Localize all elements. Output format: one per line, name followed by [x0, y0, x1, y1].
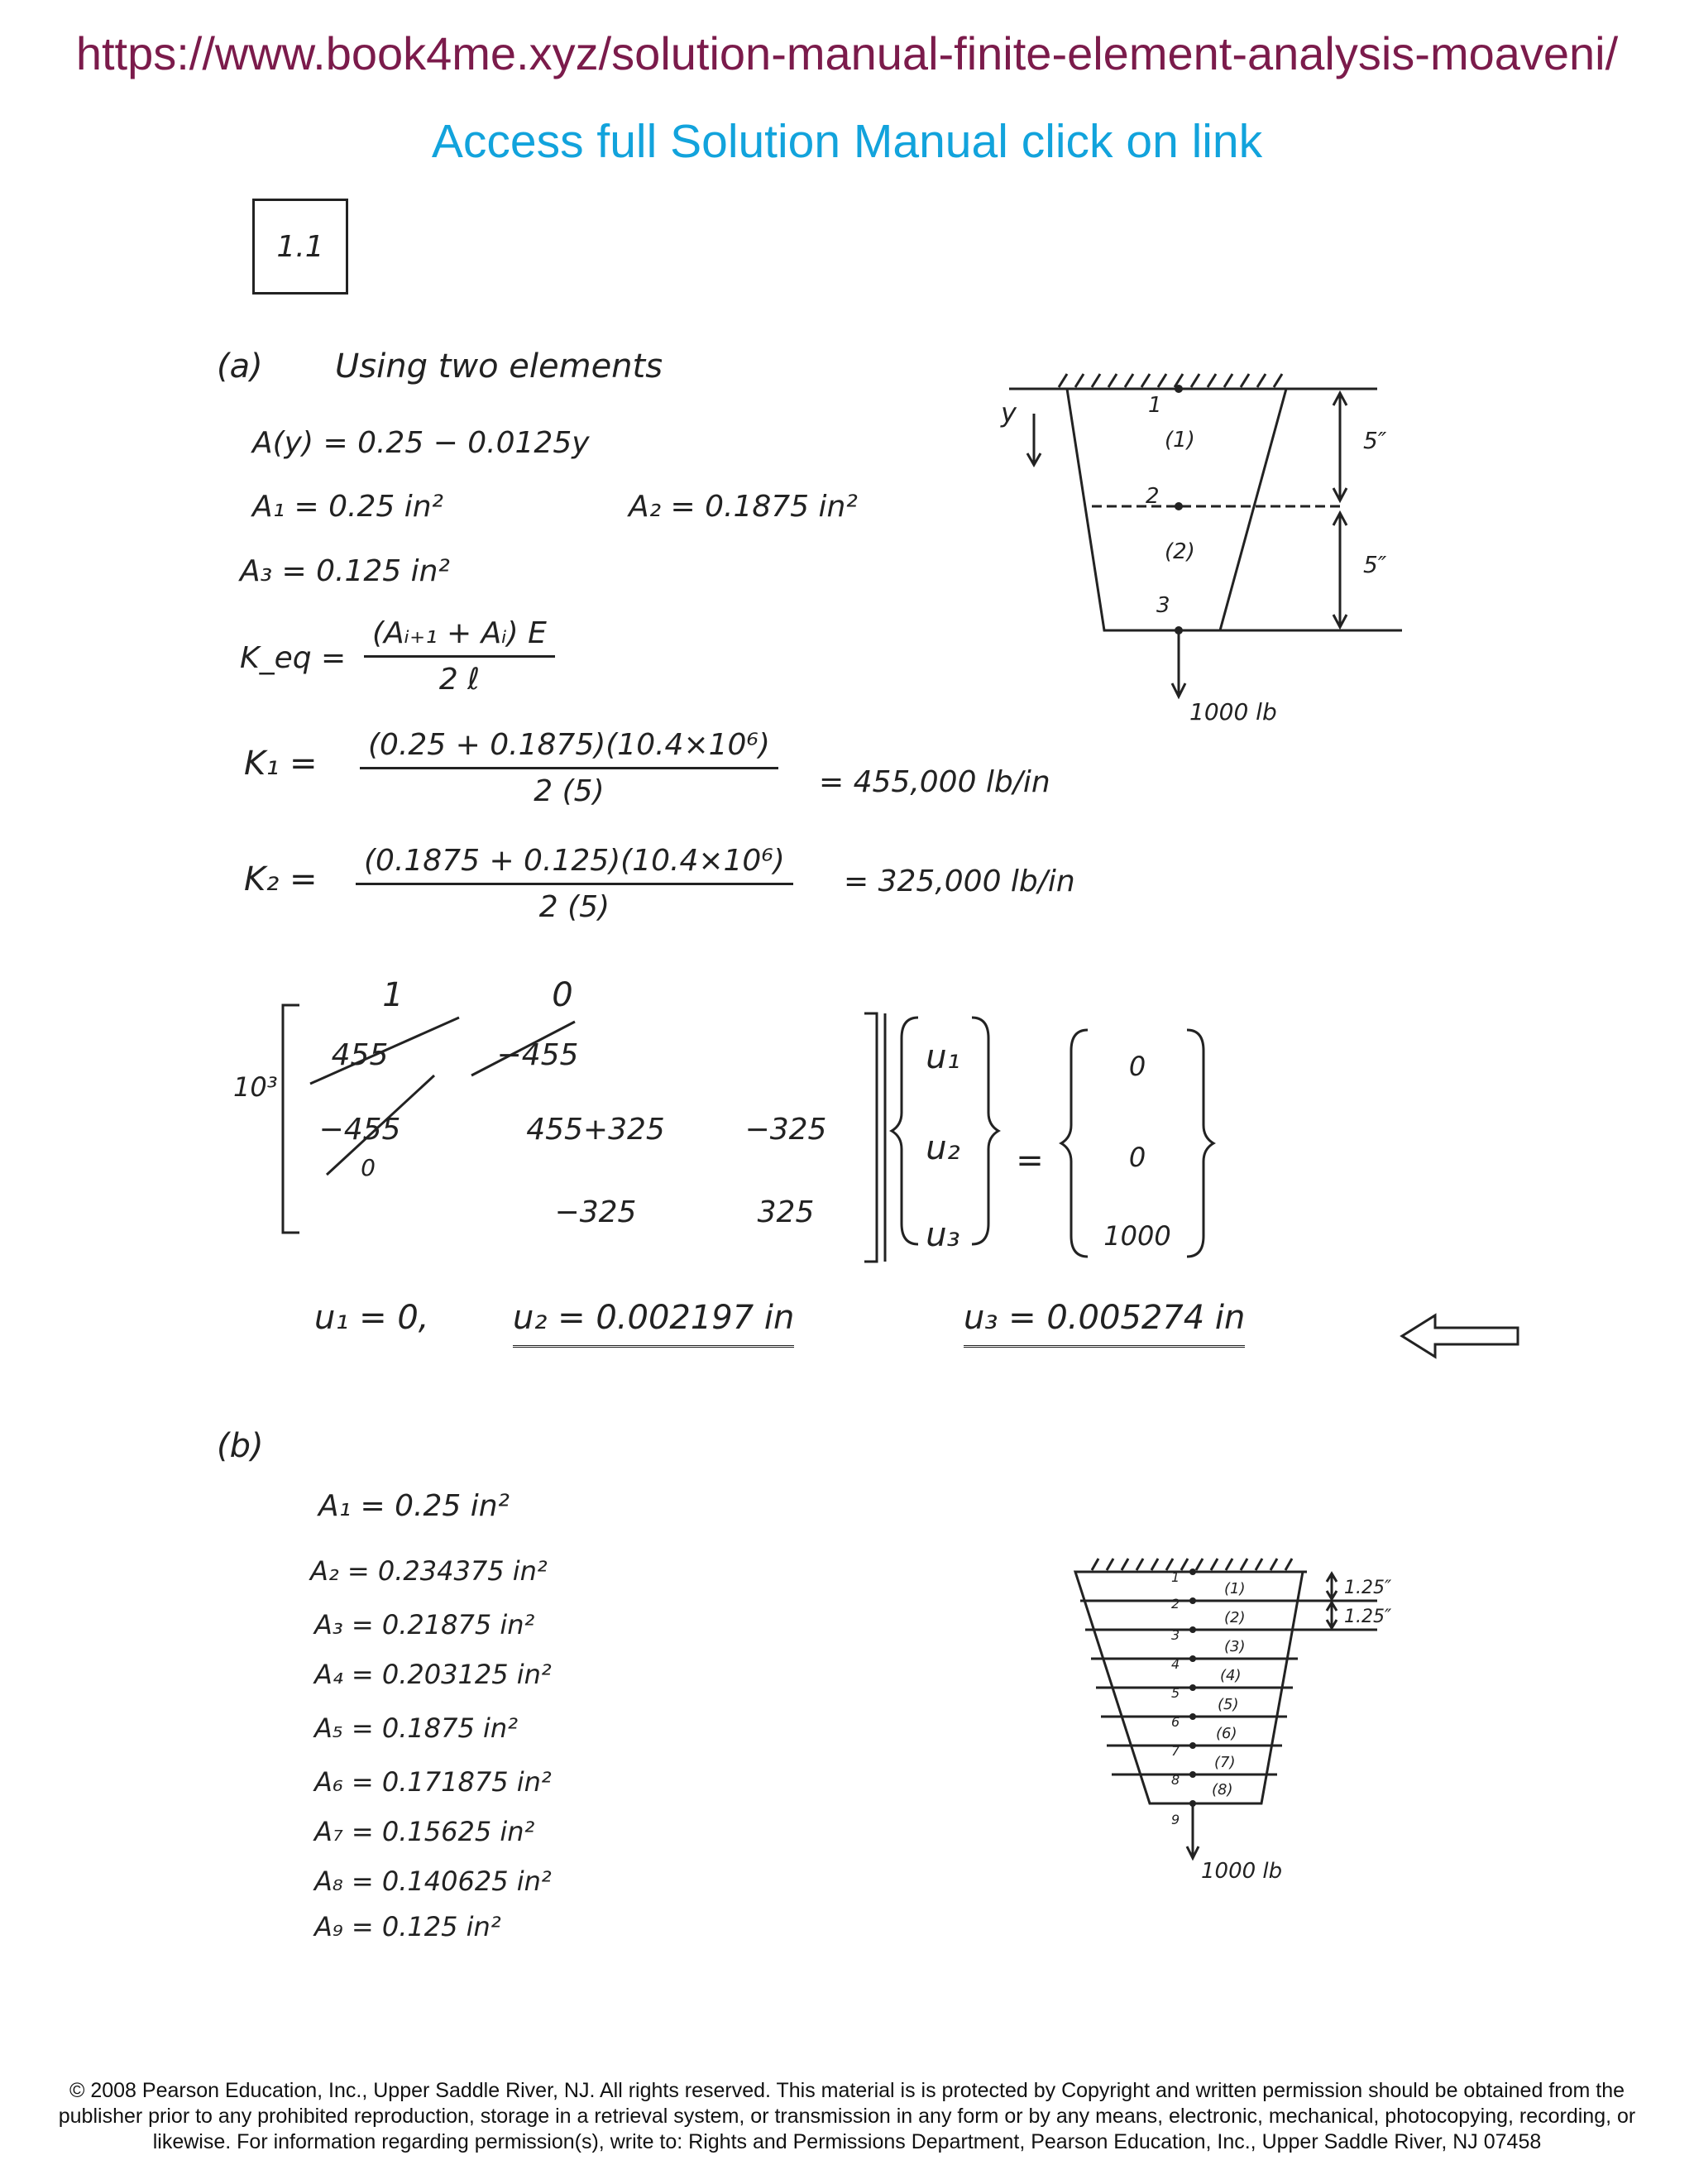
k2-numerator: (0.1875 + 0.125)(10.4×10⁶): [356, 844, 793, 885]
force-vector-right-brace: [1187, 1030, 1213, 1257]
displacement-u3: u₃: [926, 1216, 960, 1254]
copyright-footer: © 2008 Pearson Education, Inc., Upper Saddle River, NJ. All rights reserved. This material is is protected by Copyright and written permission should be obtained from the publisher prior to any prohibited reproduction, storage in a retrieval system, or transmission in any form or by any means, electronic, mechanical, photocopying, recording, or likewise. For information regarding permission(s), write to: Rights and Permissions Department, Pearson Education, Inc., Upper Saddle River, NJ 07458: [58, 2079, 1636, 2153]
figure-b-element2: (2): [1224, 1609, 1246, 1626]
matrix-col-top-0: 0: [552, 976, 573, 1014]
matrix-r3c3: 325: [757, 1195, 815, 1229]
matrix-r1c1: 455: [331, 1038, 389, 1072]
figure-a-dim1: 5″: [1363, 427, 1387, 454]
b-area-4: A₄ = 0.203125 in²: [314, 1659, 552, 1690]
matrix-col-top-1: 1: [382, 976, 404, 1014]
figure-b-node5: 5: [1171, 1685, 1180, 1701]
k1-numerator: (0.25 + 0.1875)(10.4×10⁶): [360, 728, 778, 769]
b-area-7: A₇ = 0.15625 in²: [314, 1816, 535, 1847]
figure-b-element1: (1): [1224, 1580, 1246, 1597]
figure-b-node2: 2: [1171, 1596, 1180, 1612]
k2-lhs: K₂ =: [244, 860, 318, 898]
k2-denominator: 2 (5): [538, 890, 610, 924]
figure-b-element8: (8): [1212, 1781, 1233, 1798]
matrix-r2c3: −325: [744, 1113, 827, 1147]
stiffness-matrix-left-bracket: [283, 1005, 299, 1233]
area-a3: A₃ = 0.125 in²: [240, 554, 450, 588]
area-a2: A₂ = 0.1875 in²: [629, 490, 858, 524]
figure-b-node9: 9: [1171, 1812, 1180, 1827]
matrix-r1c2: −455: [496, 1038, 579, 1072]
problem-number: 1.1: [276, 229, 324, 264]
figure-b-load: 1000 lb: [1201, 1859, 1283, 1884]
matrix-r2c1: −455: [318, 1113, 401, 1147]
figure-a-node3: 3: [1156, 593, 1170, 618]
figure-a-element2: (2): [1165, 539, 1195, 564]
b-area-3: A₃ = 0.21875 in²: [314, 1609, 535, 1640]
keq-denominator: 2 ℓ: [438, 663, 481, 697]
figure-a-tapered-bar: [951, 356, 1414, 736]
area-function: A(y) = 0.25 − 0.0125y: [252, 426, 590, 460]
matrix-r3c2: −325: [554, 1195, 637, 1229]
matrix-zero-mark: 0: [361, 1154, 376, 1181]
part-a-heading: Using two elements: [335, 347, 663, 386]
figure-b-tapered-bar: [1059, 1539, 1423, 1894]
matrix-equals: =: [1016, 1142, 1044, 1180]
b-area-5: A₅ = 0.1875 in²: [314, 1712, 519, 1744]
k1-denominator: 2 (5): [534, 774, 605, 808]
k1-lhs: K₁ =: [244, 745, 318, 783]
figure-b-node4: 4: [1171, 1656, 1180, 1672]
figure-a-node2: 2: [1146, 484, 1160, 509]
matrix-r2c2: 455+325: [526, 1113, 665, 1147]
arrow-left-icon: [1398, 1311, 1522, 1361]
figure-a-element1: (1): [1165, 428, 1195, 453]
figure-b-dim1: 1.25″: [1344, 1578, 1392, 1598]
b-area-2: A₂ = 0.234375 in²: [310, 1555, 548, 1587]
figure-b-dim2: 1.25″: [1344, 1607, 1392, 1627]
force-f2: 0: [1128, 1142, 1146, 1173]
figure-b-node1: 1: [1171, 1569, 1180, 1585]
figure-b-element7: (7): [1214, 1754, 1236, 1771]
figure-b-element3: (3): [1224, 1638, 1246, 1655]
keq-numerator: (Aᵢ₊₁ + Aᵢ) E: [364, 616, 555, 658]
result-u3: u₃ = 0.005274 in: [964, 1299, 1245, 1348]
figure-b-node3: 3: [1171, 1627, 1180, 1643]
b-area-9: A₉ = 0.125 in²: [314, 1911, 501, 1942]
figure-a-node1: 1: [1148, 393, 1162, 418]
force-f3: 1000: [1103, 1220, 1171, 1252]
figure-a-load: 1000 lb: [1189, 698, 1277, 726]
access-link[interactable]: Access full Solution Manual click on link: [431, 115, 1263, 168]
b-area-1: A₁ = 0.25 in²: [318, 1489, 510, 1523]
figure-a-dim2: 5″: [1363, 551, 1387, 578]
result-u2: u₂ = 0.002197 in: [513, 1299, 794, 1348]
stiffness-matrix-right-bracket: [864, 1013, 877, 1262]
part-b-label: (b): [217, 1427, 264, 1465]
k1-result: = 455,000 lb/in: [819, 765, 1050, 799]
figure-b-node6: 6: [1171, 1714, 1180, 1730]
displacement-u2: u₂: [926, 1129, 960, 1167]
force-f1: 0: [1128, 1051, 1146, 1082]
b-area-6: A₆ = 0.171875 in²: [314, 1766, 552, 1798]
figure-b-node7: 7: [1171, 1743, 1180, 1759]
figure-b-element5: (5): [1218, 1696, 1239, 1713]
figure-b-node8: 8: [1171, 1772, 1180, 1788]
displacement-u1: u₁: [926, 1038, 960, 1076]
force-vector-left-brace: [1061, 1030, 1088, 1257]
part-a-label: (a): [217, 347, 263, 386]
figure-b-element6: (6): [1216, 1725, 1237, 1742]
result-u1: u₁ = 0,: [314, 1299, 429, 1337]
figure-b-element4: (4): [1220, 1667, 1242, 1684]
matrix-scale-factor: 10³: [233, 1071, 278, 1103]
keq-lhs: K_eq =: [240, 641, 347, 675]
source-url-link[interactable]: https://www.book4me.xyz/solution-manual-finite-element-analysis-moaveni/: [75, 27, 1619, 79]
figure-a-y-label: y: [1001, 397, 1017, 429]
b-area-8: A₈ = 0.140625 in²: [314, 1866, 552, 1897]
k2-result: = 325,000 lb/in: [844, 864, 1075, 898]
displacement-vector-right-brace: [972, 1018, 998, 1244]
area-a1: A₁ = 0.25 in²: [252, 490, 443, 524]
